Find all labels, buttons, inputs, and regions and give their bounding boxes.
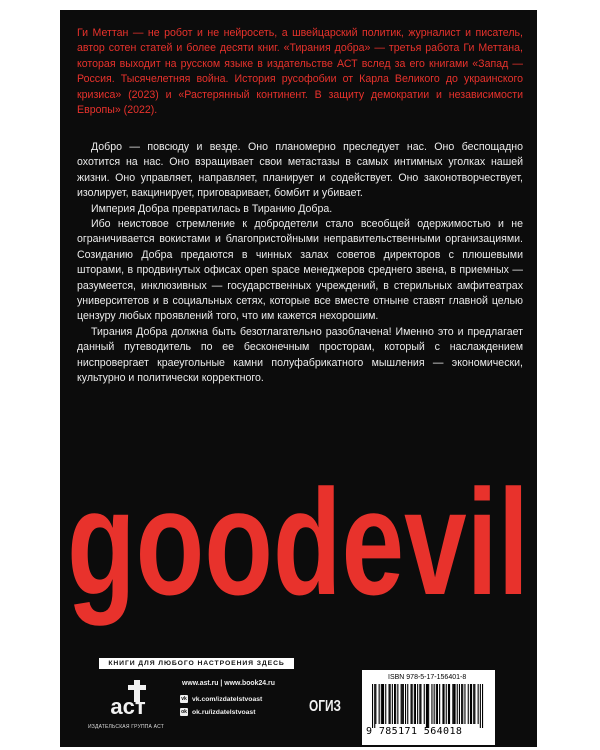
annotation-paragraph-1: Добро — повсюду и везде. Оно планомерно преследует нас. Оно беспощадно охотится на нас. Оно взращивает свои метастазы в самых интимных уголках нашей жизни. Оно управляет, направляет, планирует и содействует. Оно законотворчествует, изолирует, вакцинирует, приговаривает, бомбит и убивает. [77, 141, 523, 200]
title-text: goodevil [67, 458, 529, 626]
barcode-bar [474, 684, 475, 724]
barcode-bar [428, 684, 429, 728]
barcode-bar [390, 684, 391, 724]
barcode-bar [379, 684, 380, 724]
barcode-bar [405, 684, 406, 724]
barcode-bar [403, 684, 404, 724]
barcode-bar [424, 684, 425, 724]
barcode-area [362, 670, 495, 745]
barcode-bar [462, 684, 463, 724]
ast-logo [100, 680, 158, 720]
publisher-label: ИЗДАТЕЛЬСКАЯ ГРУППА АСТ [88, 724, 164, 730]
barcode-bar [397, 684, 398, 724]
author-intro: Ги Меттан — не робот и не нейросеть, а швейцарский политик, журналист и писатель, автор сотен статей и более десяти книг. «Тирания добра» — третья работа Ги Меттана, которая выходит на русском языке в издательстве АСТ вслед за его книгами «Запад — Россия. Тысячелетняя война. История русофобии от Карла Великого до украинского кризиса» (2023) и «Растерянный континент. В защиту демократии и независимости Европы» (2022). [77, 27, 523, 117]
annotation-text [77, 140, 523, 387]
barcode-bar [382, 684, 383, 724]
barcode-bar [448, 684, 449, 724]
ogiz-logo [308, 695, 342, 715]
website-links[interactable]: www.ast.ru | www.book24.ru [182, 680, 275, 687]
ogiz-logo-text: ОГИЗ [309, 698, 341, 715]
ok-link[interactable] [180, 708, 255, 716]
barcode-bar [395, 684, 396, 724]
barcode-bar [394, 684, 395, 724]
barcode-bar [392, 684, 393, 724]
barcode-bar [470, 684, 471, 724]
barcode-bar [434, 684, 435, 724]
barcode-bar [449, 684, 450, 724]
barcode-bar [471, 684, 472, 724]
barcode-bar [415, 684, 416, 724]
barcode-bar [452, 684, 453, 724]
barcode-bar [461, 684, 462, 724]
barcode-bar [482, 684, 483, 728]
barcode-bar [389, 684, 390, 724]
barcode-bar [431, 684, 432, 724]
ok-link-text: ok.ru/izdatelstvoast [192, 708, 256, 716]
barcode-bar [419, 684, 420, 724]
book-title [60, 458, 537, 628]
barcode-bar [381, 684, 382, 724]
annotation-paragraph-2: Империя Добра превратилась в Тиранию Добра. [91, 202, 333, 215]
barcode-bar [446, 684, 447, 724]
barcode-bar [426, 684, 427, 728]
barcode-bar [473, 684, 474, 724]
barcode-bar [442, 684, 443, 724]
barcode-bar [383, 684, 384, 724]
barcode-bar [468, 684, 469, 724]
barcode-bar [478, 684, 479, 724]
barcode-bar [439, 684, 440, 724]
barcode-bar [374, 684, 375, 728]
barcode-bar [464, 684, 465, 724]
tagline-band: КНИГИ ДЛЯ ЛЮБОГО НАСТРОЕНИЯ ЗДЕСЬ [99, 658, 294, 669]
barcode-bar [459, 684, 460, 724]
barcode-bar [385, 684, 386, 724]
barcode-bar [420, 684, 421, 724]
barcode-bar [402, 684, 403, 724]
ast-logo-text: аст [110, 694, 146, 719]
barcode-bar [411, 684, 412, 724]
barcode-bar [412, 684, 413, 724]
barcode-bar [455, 684, 456, 724]
ok-icon: ok [181, 709, 187, 715]
vk-link[interactable] [180, 695, 262, 703]
barcode-bar [375, 684, 376, 724]
barcode-digits: 9 785171 564018 [366, 726, 463, 737]
annotation-paragraph-4: Тирания Добра должна быть безотлагательно разоблачена! Именно это и предлагает данный путеводитель по ее бесконечным просторам, который с наслаждением ниспровергает краеугольные камни полуфабрикатного мышления — экономически, культурно и политически корректного. [77, 325, 523, 385]
vk-link-text: vk.com/izdatelstvoast [192, 695, 263, 703]
barcode-bar [401, 684, 402, 724]
book-back-cover [60, 10, 537, 747]
barcode-bar [457, 684, 458, 724]
barcode-bar [414, 684, 415, 724]
barcode-bar [372, 684, 373, 728]
isbn-number: ISBN 978-5-17-156401-8 [388, 674, 467, 681]
barcode-bar [427, 684, 428, 728]
barcode-bar [453, 684, 454, 724]
barcode [372, 684, 485, 728]
barcode-bar [437, 684, 438, 724]
vk-icon: vk [181, 696, 187, 702]
barcode-bar [444, 684, 445, 724]
barcode-bar [436, 684, 437, 724]
barcode-bar [417, 684, 418, 724]
barcode-bar [480, 684, 481, 728]
barcode-bar [407, 684, 408, 724]
annotation-paragraph-3: Ибо неистовое стремление к добродетели стало всеобщей одержимостью и не ограничивается вокистами и благопристойными неправительственными организациями. Созиданию Добра предаются в чинных залах советов директоров с плюшевыми шторами, в продвинутых офисах open space менеджеров среднего звена, в приемных — разумеется, инклюзивных — государственных учреждений, в стерильных амфитеатрах университетов и в социальных сетях, которые все вместе отныне ставят главной целью цензуру любых проявлений того, что им кажется нехорошим. [77, 218, 523, 323]
